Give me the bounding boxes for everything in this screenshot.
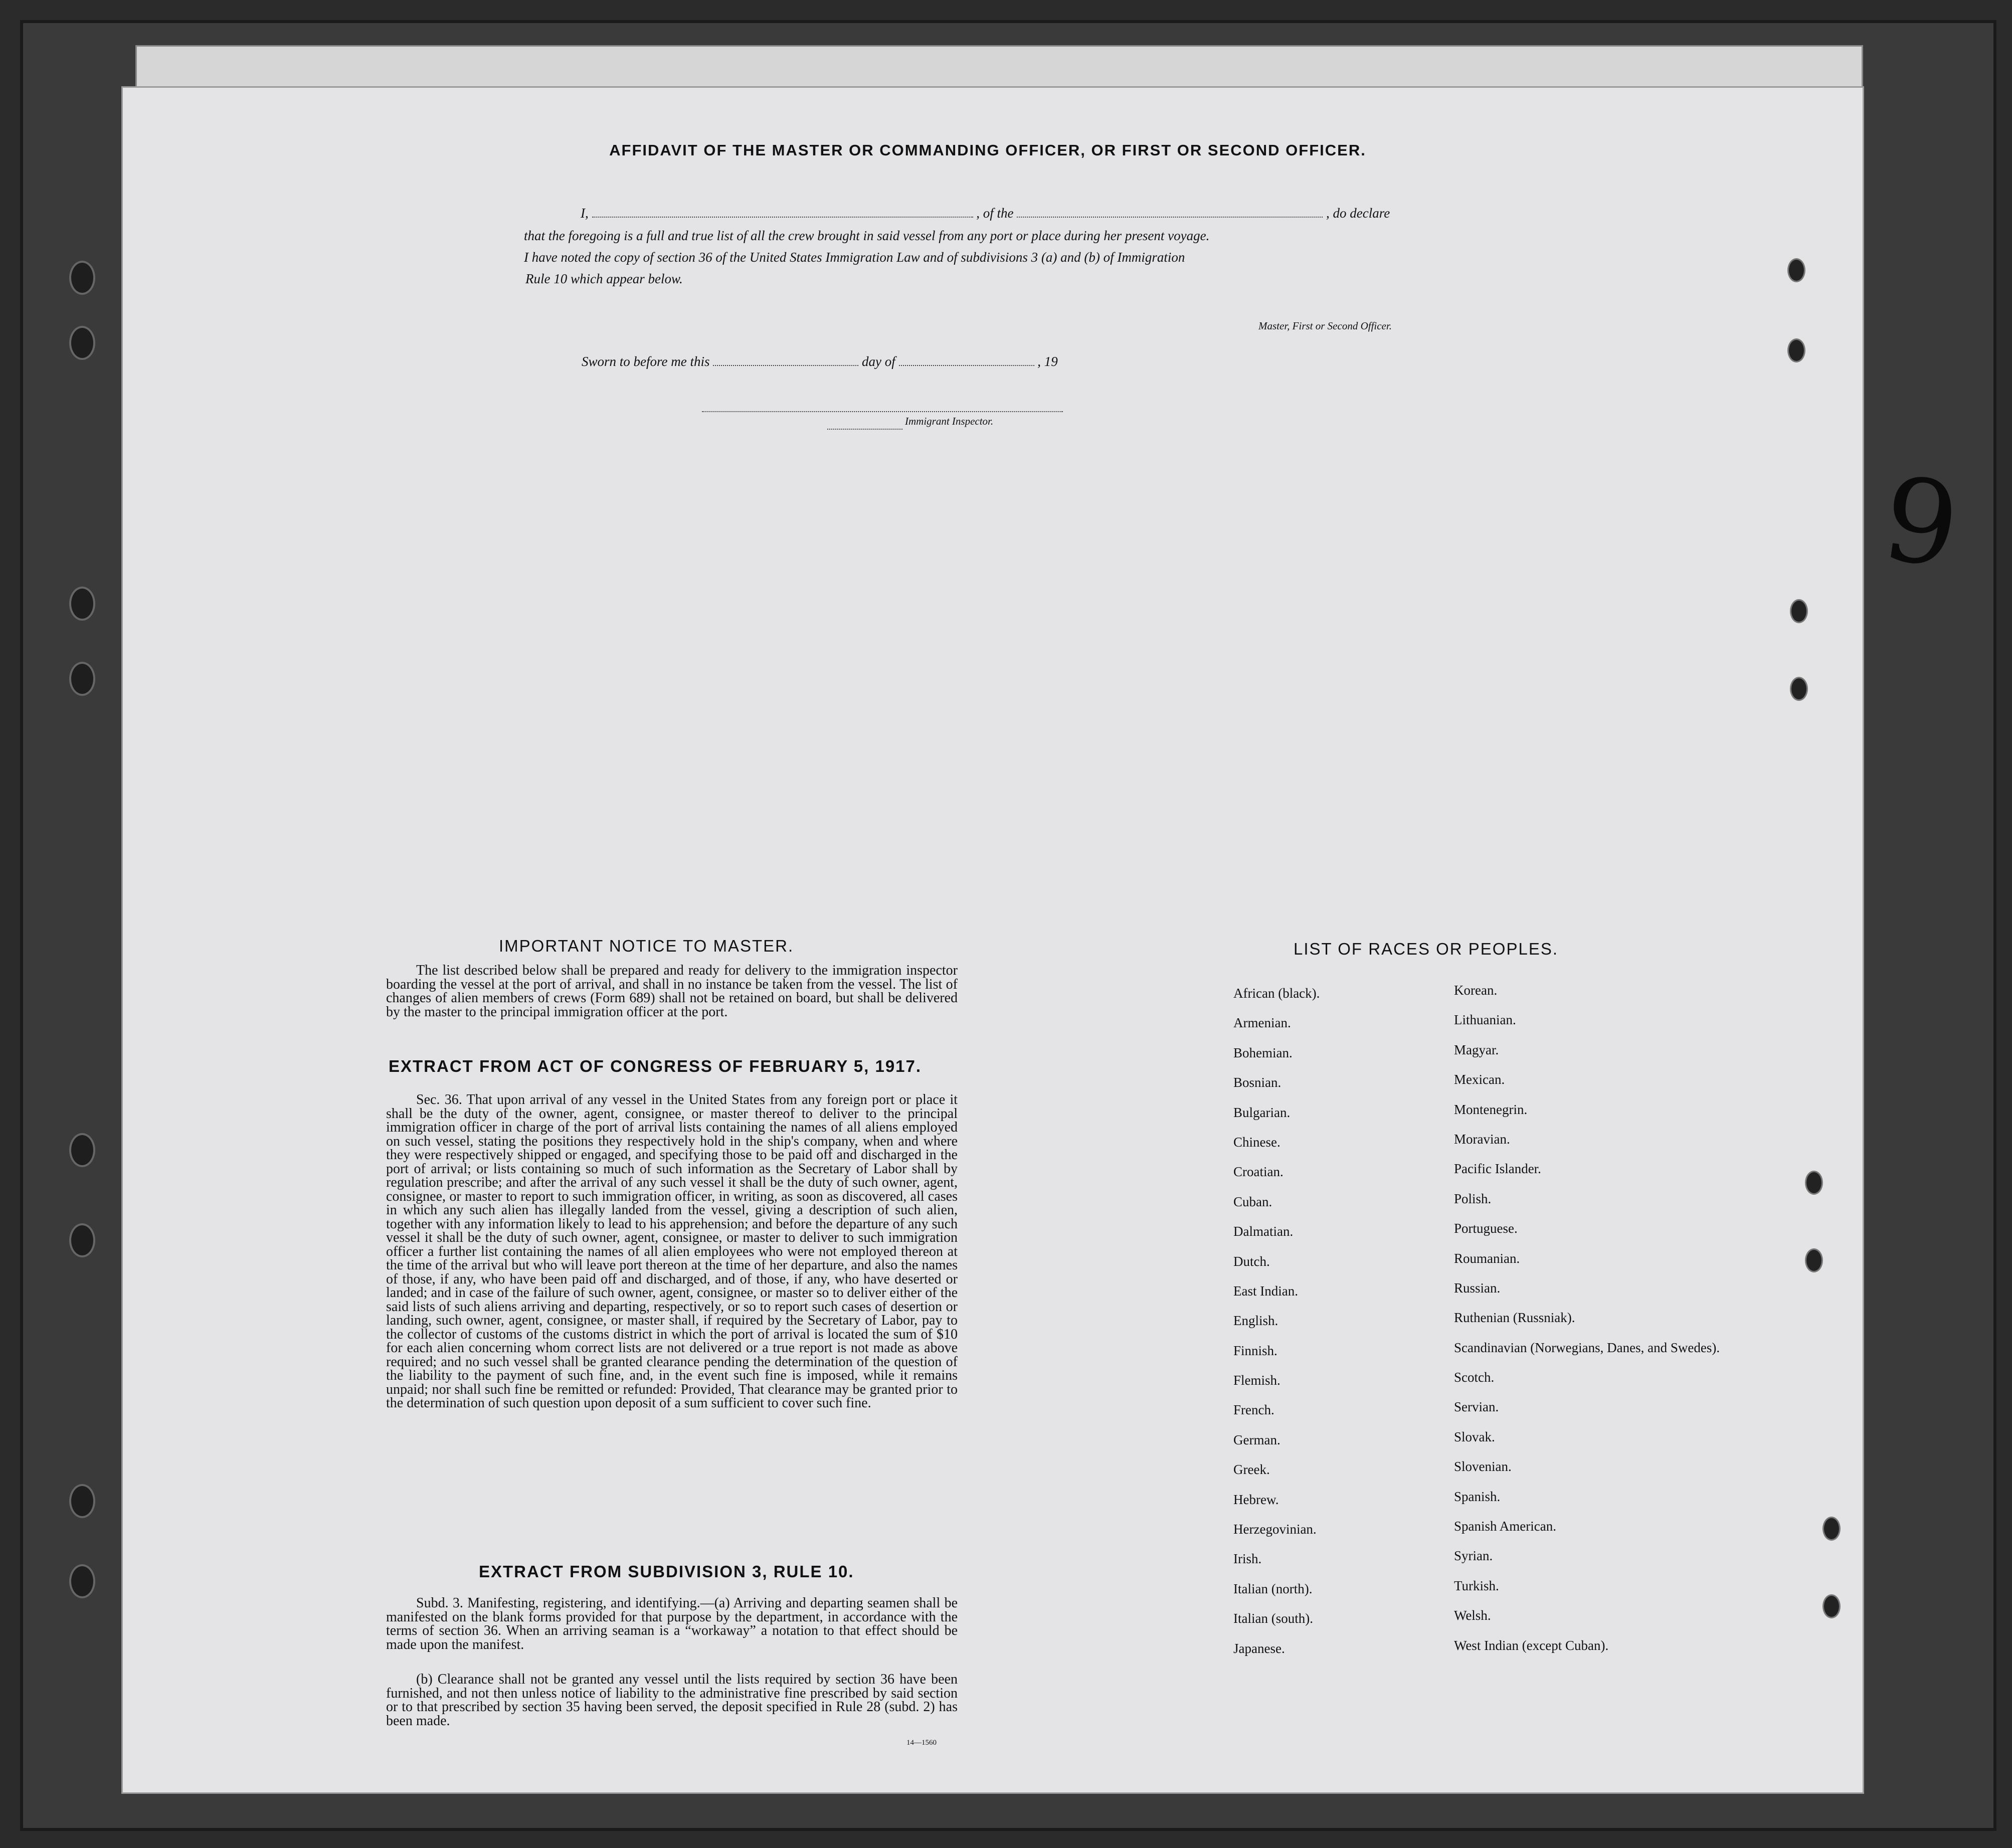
act-extract-text: Sec. 36. That upon arrival of any vessel in the United States from any foreign port or place it shall be the duty of the owner, agent, consignee, or master thereof to deliver to the principal immigration officer in charge of the port of arrival lists containing the names of all aliens employed on such vessel, stating the positions they respectively hold in the ship's company, when and where they were respectively shipped or engaged, and specifying those to be paid off and discharged in the port of arrival; or lists containing so much of such information as the Secretary of Labor shall by regulation prescribe; and after the arrival of any such vessel it shall be the duty of such owner, agent, consignee, or master to report to such immigration officer, in writing, as soon as discovered, all cases in which any such alien has illegally landed from the vessel, giving a description of such alien, together with any information likely to lead to his apprehension; and before the departure of any such vessel it shall be the duty of such owner, agent, consignee, or master to deliver to such immigration officer a further list containing the names of all alien employees who were not employed thereon at the time of the arrival but who will leave port thereon at the time of her departure, and also the names of those, if any, who have been paid off and discharged, and of those, if any, who have deserted or landed; and in case of the failure of such owner, agent, consignee, or master so to deliver either of the said lists of such aliens arriving and departing, respectively, or so to report such cases of desertion or landing, such owner, agent, consignee, or master shall, if required by the Secretary of Labor, pay to the collector of customs of the customs district in which the port of arrival is located the sum of $10 for each alien concerning whom correct lists are not delivered or a true report is not made as above required; and no such vessel shall be granted clearance pending the determination of the question of the liability to the payment of such fine, and, in the event such fine is imposed, while it remains unpaid; nor shall such fine be remitted or refunded: Provided, That clearance may be granted prior to the determination of such question upon deposit of a sum sufficient to cover such fine. (386, 1092, 958, 1411)
race-item: Mexican. (1454, 1072, 1505, 1087)
race-item: Polish. (1454, 1191, 1492, 1206)
binder-hole-icon (69, 326, 95, 360)
race-item: German. (1233, 1432, 1281, 1447)
race-item: Welsh. (1454, 1608, 1491, 1623)
race-item: Croatian. (1233, 1164, 1284, 1180)
race-item: Japanese. (1233, 1640, 1285, 1656)
sworn-line (582, 354, 1058, 369)
affidavit-line-4: Rule 10 which appear below. (525, 271, 683, 286)
race-item: Moravian. (1454, 1131, 1510, 1147)
race-item: Bohemian. (1233, 1045, 1293, 1060)
race-item: Dutch. (1233, 1253, 1270, 1269)
race-item: West Indian (except Cuban). (1454, 1637, 1609, 1653)
race-item: Cuban. (1233, 1194, 1272, 1209)
race-item: Ruthenian (Russniak). (1454, 1310, 1575, 1326)
punch-hole-icon (1822, 1517, 1841, 1541)
declare-label: , do declare (1326, 206, 1390, 221)
inspector-label: Immigrant Inspector. (905, 415, 994, 427)
punch-hole-icon (1790, 599, 1808, 623)
race-item: East Indian. (1233, 1283, 1298, 1299)
rule-extract-text-b: (b) Clearance shall not be granted any vessel until the lists required by section 36 have been furnished, and not then unless notice of liability to the administrative fine prescribed by said section or to that prescribed by section 35 having been served, the deposit specified in Rule 28 (subd. 2) has been made. (386, 1672, 958, 1729)
binder-hole-icon (69, 1133, 95, 1167)
race-item: Magyar. (1454, 1042, 1499, 1057)
punch-hole-icon (1805, 1248, 1823, 1272)
races-column-2 (1454, 983, 1720, 1668)
master-signature-label: Master, First or Second Officer. (1258, 320, 1392, 332)
race-item: English. (1233, 1313, 1278, 1329)
sworn-month-field (899, 355, 1034, 366)
race-item: Portuguese. (1454, 1221, 1518, 1236)
race-item: Turkish. (1454, 1578, 1499, 1593)
race-item: African (black). (1233, 986, 1320, 1001)
vessel-name-field (1017, 207, 1323, 218)
year-label: , 19 (1037, 354, 1058, 369)
punch-hole-icon (1790, 677, 1808, 701)
races-title: LIST OF RACES OR PEOPLES. (1294, 940, 1559, 958)
punch-hole-icon (1822, 1594, 1841, 1618)
race-item: Servian. (1454, 1399, 1499, 1415)
race-item: Montenegrin. (1454, 1101, 1528, 1117)
of-the-label: , of the (976, 206, 1014, 221)
affidavit-declaration-line (581, 206, 1390, 221)
punch-hole-icon (1787, 338, 1805, 362)
binder-hole-icon (69, 1564, 95, 1598)
race-item: Bosnian. (1233, 1075, 1282, 1090)
binder-hole-icon (69, 1484, 95, 1518)
race-item: Herzegovinian. (1233, 1522, 1317, 1537)
officer-name-field (592, 207, 973, 218)
race-item: Spanish. (1454, 1489, 1501, 1504)
notice-title: IMPORTANT NOTICE TO MASTER. (499, 937, 794, 955)
rule-extract-title: EXTRACT FROM SUBDIVISION 3, RULE 10. (479, 1562, 854, 1581)
i-label: I, (581, 206, 589, 221)
race-item: Bulgarian. (1233, 1104, 1291, 1120)
race-item: Scandinavian (Norwegians, Danes, and Swedes). (1454, 1340, 1720, 1355)
race-item: French. (1233, 1402, 1274, 1418)
binder-hole-icon (69, 261, 95, 295)
race-item: Korean. (1454, 983, 1498, 998)
binder-hole-icon (69, 662, 95, 696)
race-item: Slovak. (1454, 1429, 1495, 1444)
race-item: Scotch. (1454, 1370, 1495, 1385)
affidavit-title: AFFIDAVIT OF THE MASTER OR COMMANDING OFFICER, OR FIRST OR SECOND OFFICER. (609, 141, 1366, 159)
sworn-day-field (713, 355, 858, 366)
act-extract-title: EXTRACT FROM ACT OF CONGRESS OF FEBRUARY 5, 1917. (389, 1057, 922, 1075)
race-item: Lithuanian. (1454, 1012, 1516, 1028)
race-item: Slovenian. (1454, 1459, 1512, 1474)
day-of-label: day of (862, 354, 895, 369)
race-item: Italian (south). (1233, 1611, 1313, 1626)
race-item: Finnish. (1233, 1343, 1277, 1358)
binder-hole-icon (69, 1223, 95, 1257)
binder-hole-icon (69, 587, 95, 621)
race-item: Chinese. (1233, 1134, 1281, 1150)
race-item: Dalmatian. (1233, 1224, 1294, 1239)
punch-hole-icon (1787, 258, 1805, 282)
inspector-signature-field (702, 401, 1063, 412)
race-item: Flemish. (1233, 1373, 1281, 1388)
race-item: Roumanian. (1454, 1250, 1520, 1266)
sworn-label: Sworn to before me this (582, 354, 710, 369)
form-number: 14—1560 (906, 1739, 937, 1747)
rule-extract-text-a: Subd. 3. Manifesting, registering, and identifying.—(a) Arriving and departing seamen shall be manifested on the blank forms provided for that purpose by the department, in accordance with the terms of section 36. When an arriving seaman is a “workaway” a notation to that effect should be made upon the manifest. (386, 1595, 958, 1652)
race-item: Italian (north). (1233, 1581, 1313, 1596)
inspector-signature-field-lead (827, 419, 902, 430)
race-item: Syrian. (1454, 1548, 1493, 1564)
race-item: Spanish American. (1454, 1519, 1556, 1534)
race-item: Armenian. (1233, 1015, 1291, 1031)
affidavit-line-3: I have noted the copy of section 36 of the United States Immigration Law and of subdivisions 3 (a) and (b) of Immigration (524, 250, 1185, 265)
race-item: Russian. (1454, 1280, 1501, 1296)
handwritten-page-number: 9 (1875, 452, 1967, 595)
races-column-1 (1233, 986, 1320, 1671)
affidavit-line-2: that the foregoing is a full and true list of all the crew brought in said vessel from any port or place during her present voyage. (524, 228, 1210, 243)
race-item: Pacific Islander. (1454, 1161, 1541, 1177)
punch-hole-icon (1805, 1171, 1823, 1195)
race-item: Hebrew. (1233, 1492, 1279, 1507)
notice-text: The list described below shall be prepared and ready for delivery to the immigration inspector boarding the vessel at the port of arrival, and shall in no instance be taken from the vessel. The list of changes of alien members of crews (Form 689) shall not be retained on board, but shall be delivered by the master to the principal immigration officer at the port. (386, 963, 958, 1020)
race-item: Greek. (1233, 1462, 1270, 1477)
race-item: Irish. (1233, 1551, 1262, 1567)
